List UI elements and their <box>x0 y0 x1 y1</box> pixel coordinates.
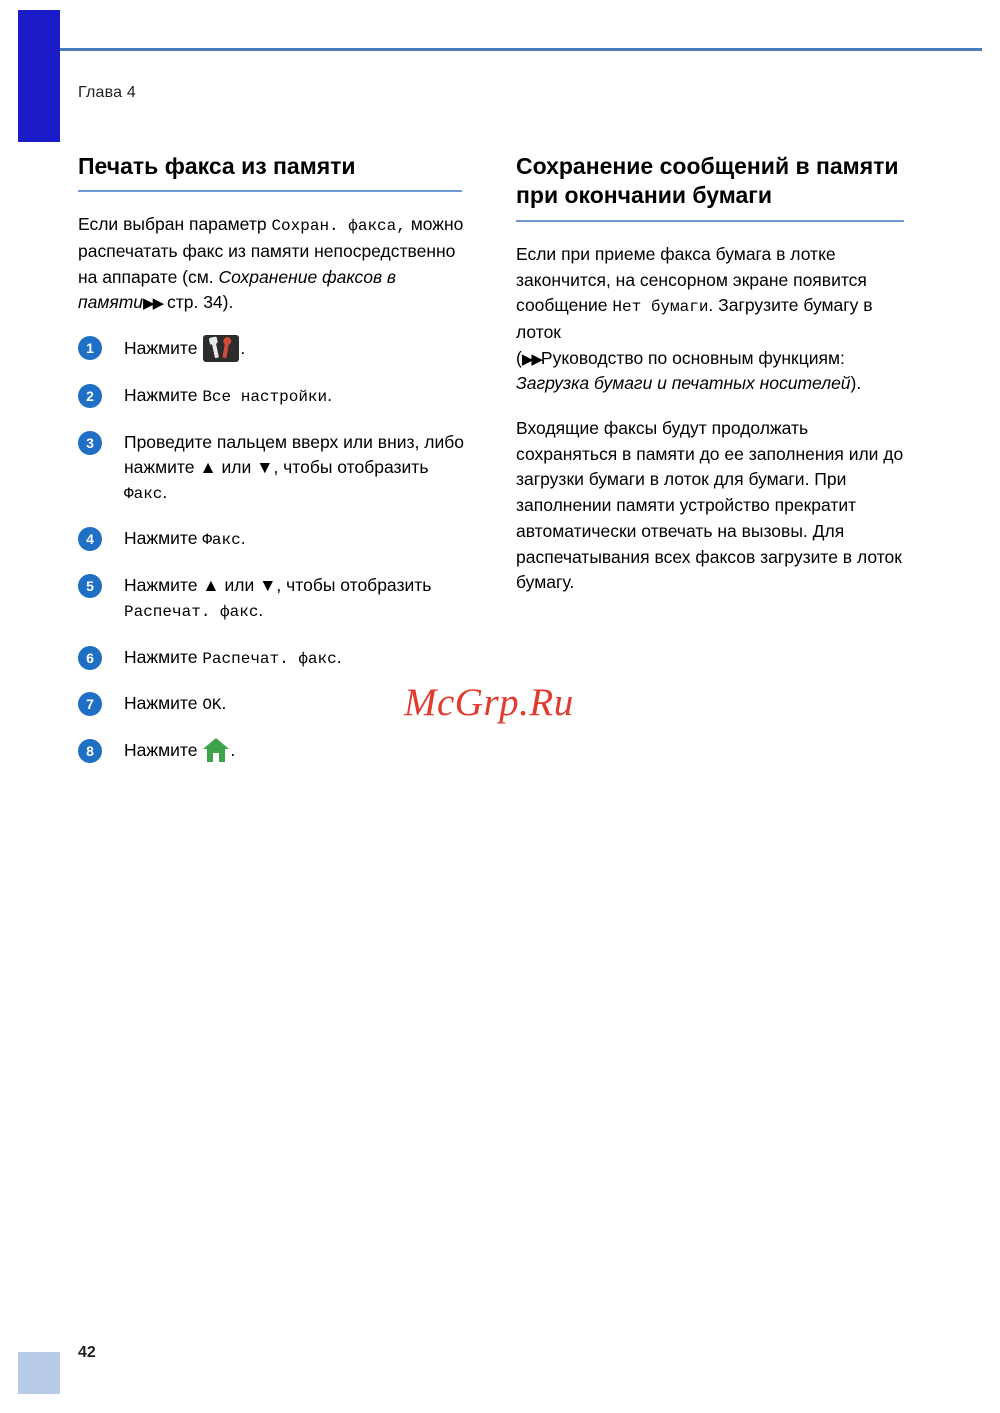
list-item <box>78 738 468 763</box>
home-icon <box>203 738 229 762</box>
left-section-title: Печать факса из памяти <box>78 153 356 179</box>
step-mono-value: Факс <box>124 484 163 503</box>
decorative-left-bar-bottom <box>18 1352 60 1394</box>
step-number: 1 <box>78 336 102 360</box>
step-text-after: . <box>240 338 246 359</box>
intro-text-2: можно распечатать факс из памяти непосредственно на аппарате (см. <box>78 214 464 287</box>
step-number: 8 <box>78 739 102 763</box>
r1-mono-1: Нет бумаги <box>612 298 709 317</box>
list-item <box>78 573 468 624</box>
list-item <box>78 430 468 505</box>
step-number: 3 <box>78 431 102 455</box>
left-title-rule <box>78 190 462 192</box>
step-number: 7 <box>78 692 102 716</box>
page-number: 42 <box>78 1344 96 1361</box>
step-text-before: Нажмите <box>124 528 203 549</box>
r1-italic-1: Загрузка бумаги и печатных носителей <box>516 373 851 394</box>
step-text-after: . <box>336 646 342 667</box>
header-rule <box>60 48 982 51</box>
r1-text-2: . Загрузите бумагу в лоток <box>516 295 873 342</box>
step-number: 5 <box>78 574 102 598</box>
intro-text-1: Если выбран параметр <box>78 214 272 235</box>
step-text-after: . <box>162 481 168 502</box>
list-item <box>78 645 468 671</box>
right-paragraph-2: Входящие факсы будут продолжать сохраняться в памяти до ее заполнения или до загрузки бумаги в лоток для бумаги. При заполнении памяти устройство прекратит автоматически отвечать на вызовы. Для распечатывания всех факсов загрузите в лоток бумагу. <box>516 417 904 593</box>
step-number: 6 <box>78 646 102 670</box>
step-text-before: Проведите пальцем вверх или вниз, либо нажмите ▲ или ▼, чтобы отобразить <box>124 431 465 477</box>
step-text-after: . <box>221 693 227 714</box>
intro-italic-1: Сохранение факсов в памяти <box>78 266 397 313</box>
step-text-before: Нажмите ▲ или ▼, чтобы отобразить <box>124 574 432 595</box>
decorative-left-bar-top <box>18 10 60 142</box>
right-title-rule <box>516 220 904 222</box>
watermark: McGrp.Ru <box>404 681 574 724</box>
step-text-before: Нажмите <box>124 739 203 760</box>
r1-text-5: ). <box>850 373 862 394</box>
step-text-before: Нажмите <box>124 385 203 406</box>
chapter-label: Глава 4 <box>78 84 136 101</box>
step-text-after: . <box>230 739 236 760</box>
step-mono-value: Распечат. факс <box>124 602 259 621</box>
step-mono-value: OK <box>202 696 222 715</box>
step-number: 4 <box>78 527 102 551</box>
r1-text-1: Если при приеме факса бумага в лотке закончится, на сенсорном экране появится сообщение <box>516 243 867 316</box>
r1-text-3: ( <box>516 347 522 368</box>
step-text-after: . <box>258 599 264 620</box>
intro-text-3: стр. 34). <box>162 292 234 313</box>
r1-arrows-icon: ▶▶ <box>521 350 541 368</box>
left-intro-paragraph <box>78 212 468 316</box>
step-text-after: . <box>327 385 333 406</box>
step-text-before: Нажмите <box>124 693 203 714</box>
settings-tools-icon <box>203 335 239 362</box>
list-item <box>78 526 468 552</box>
step-text-after: . <box>240 528 246 549</box>
step-text-before: Нажмите <box>124 338 203 359</box>
r1-text-4: Руководство по основным функциям: <box>540 347 845 368</box>
right-paragraph-1 <box>516 242 908 397</box>
right-column <box>516 152 908 615</box>
intro-arrows-icon: ▶▶ <box>143 295 163 313</box>
step-number: 2 <box>78 384 102 408</box>
list-item <box>78 335 468 362</box>
step-mono-value: Все настройки <box>202 388 328 407</box>
step-mono-value: Факс <box>202 531 241 550</box>
step-mono-value: Распечат. факс <box>202 649 337 668</box>
right-section-title: Сохранение сообщений в памяти при окончании бумаги <box>516 153 899 209</box>
step-text-before: Нажмите <box>124 646 203 667</box>
list-item <box>78 383 468 409</box>
intro-mono-1: Сохран. факса, <box>271 217 406 236</box>
